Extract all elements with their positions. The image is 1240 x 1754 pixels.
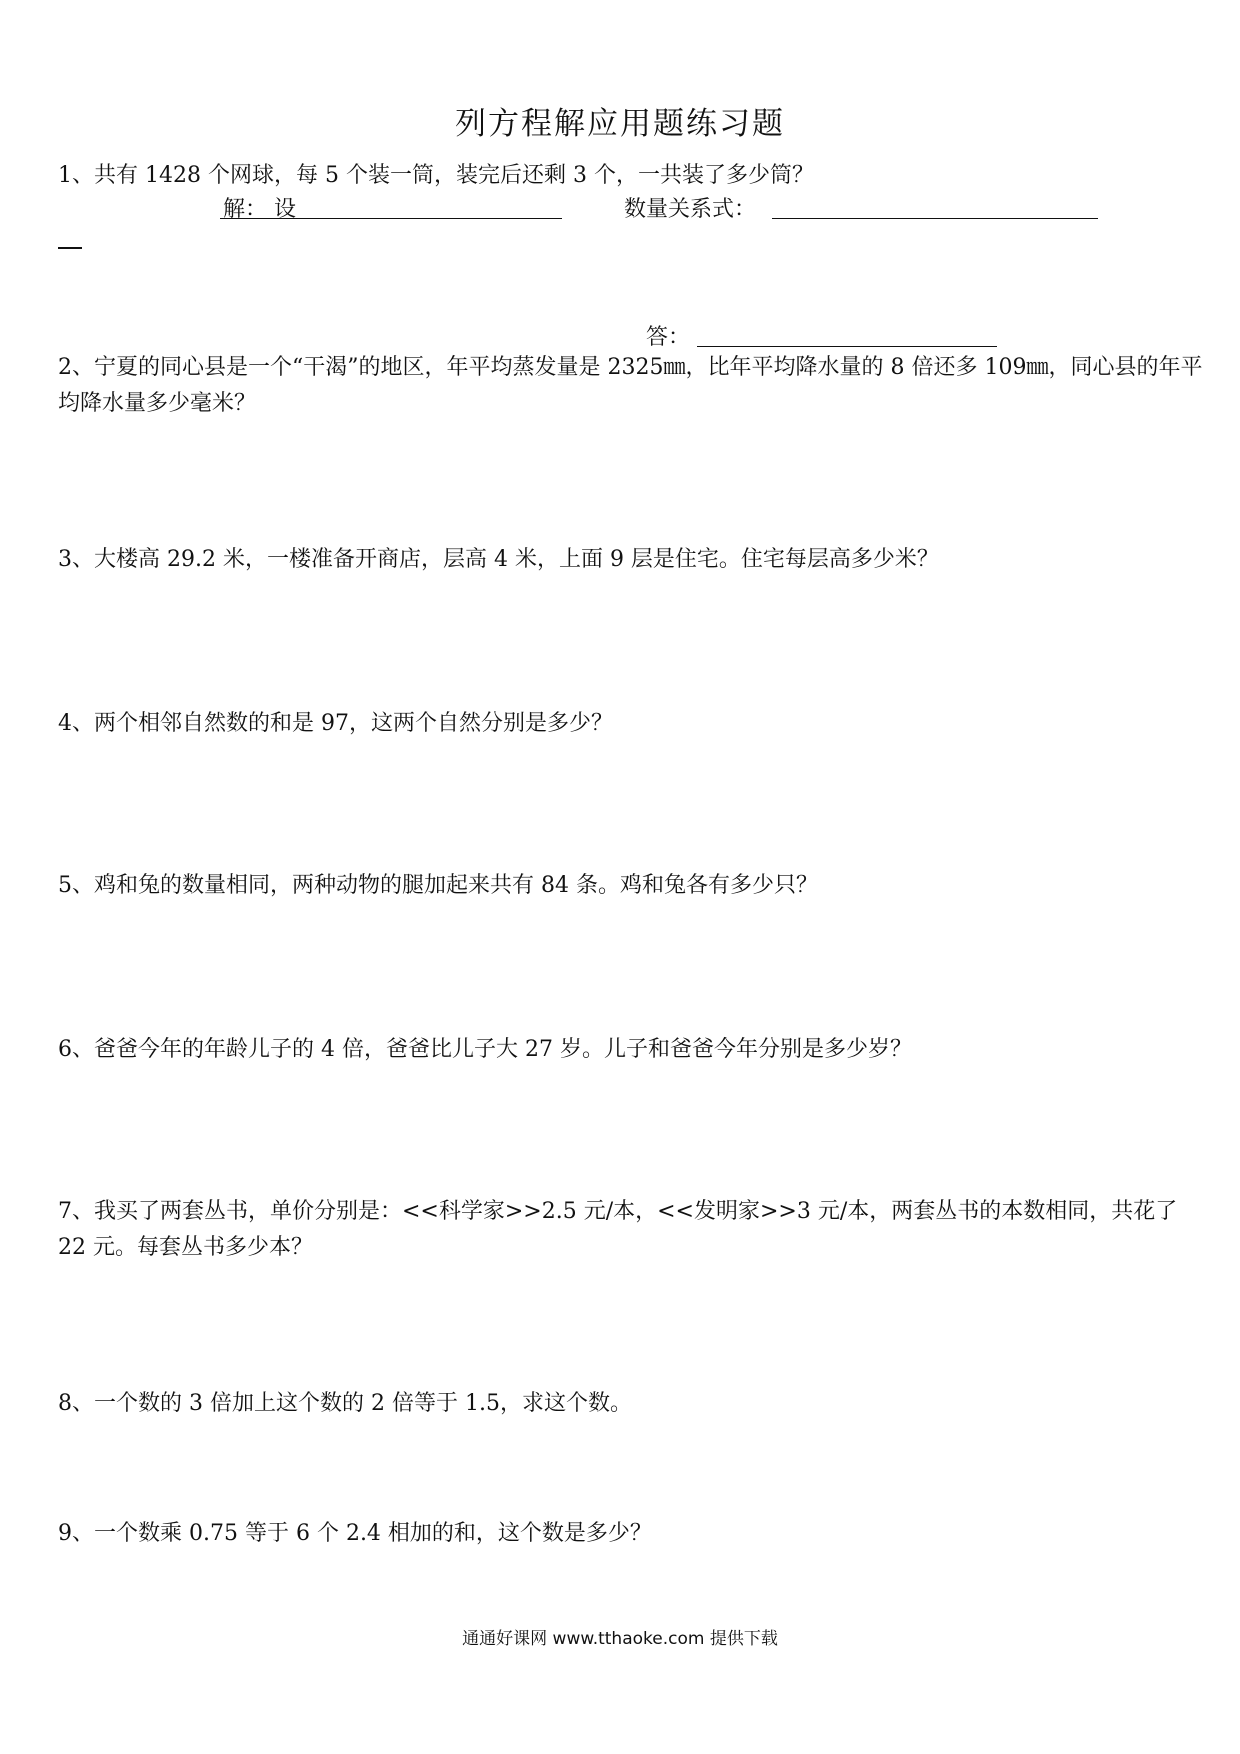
answer-blank-line	[697, 346, 997, 347]
question-3: 3、大楼高 29.2 米，一楼准备开商店，层高 4 米，上面 9 层是住宅。住宅每层高多少米？	[58, 547, 939, 572]
footer-credit: 通通好课网 www.tthaoke.com 提供下载	[462, 1629, 778, 1649]
question-2: 2、宁夏的同心县是一个“干渴”的地区，年平均蒸发量是 2325㎜，比年平均降水量的 8 倍还多 109㎜，同心县的年平均降水量多少毫米？	[58, 355, 1203, 416]
answer-label: 答：	[646, 325, 691, 350]
question-1: 1、共有 1428 个网球，每 5 个装一筒，装完后还剩 3 个，一共装了多少筒？	[58, 163, 814, 188]
page-title: 列方程解应用题练习题	[455, 106, 785, 142]
question-5: 5、鸡和兔的数量相同，两种动物的腿加起来共有 84 条。鸡和兔各有多少只？	[58, 873, 818, 898]
dash-mark	[58, 247, 82, 249]
relation-label: 数量关系式：	[624, 197, 757, 222]
question-4: 4、两个相邻自然数的和是 97，这两个自然分别是多少？	[58, 711, 613, 736]
relation-blank-line	[772, 218, 1098, 219]
question-6: 6、爸爸今年的年龄儿子的 4 倍，爸爸比儿子大 27 岁。儿子和爸爸今年分别是多少岁？	[58, 1037, 912, 1062]
question-8: 8、一个数的 3 倍加上这个数的 2 倍等于 1.5，求这个数。	[58, 1391, 632, 1416]
question-7: 7、我买了两套丛书，单价分别是：<<科学家>>2.5 元/本，<<发明家>>3 元/本，两套丛书的本数相同，共花了 22 元。每套丛书多少本？	[58, 1199, 1185, 1260]
solve-blank-line	[220, 218, 562, 219]
question-9: 9、一个数乘 0.75 等于 6 个 2.4 相加的和，这个数是多少？	[58, 1521, 652, 1546]
solve-label: 解： 设	[223, 197, 296, 222]
